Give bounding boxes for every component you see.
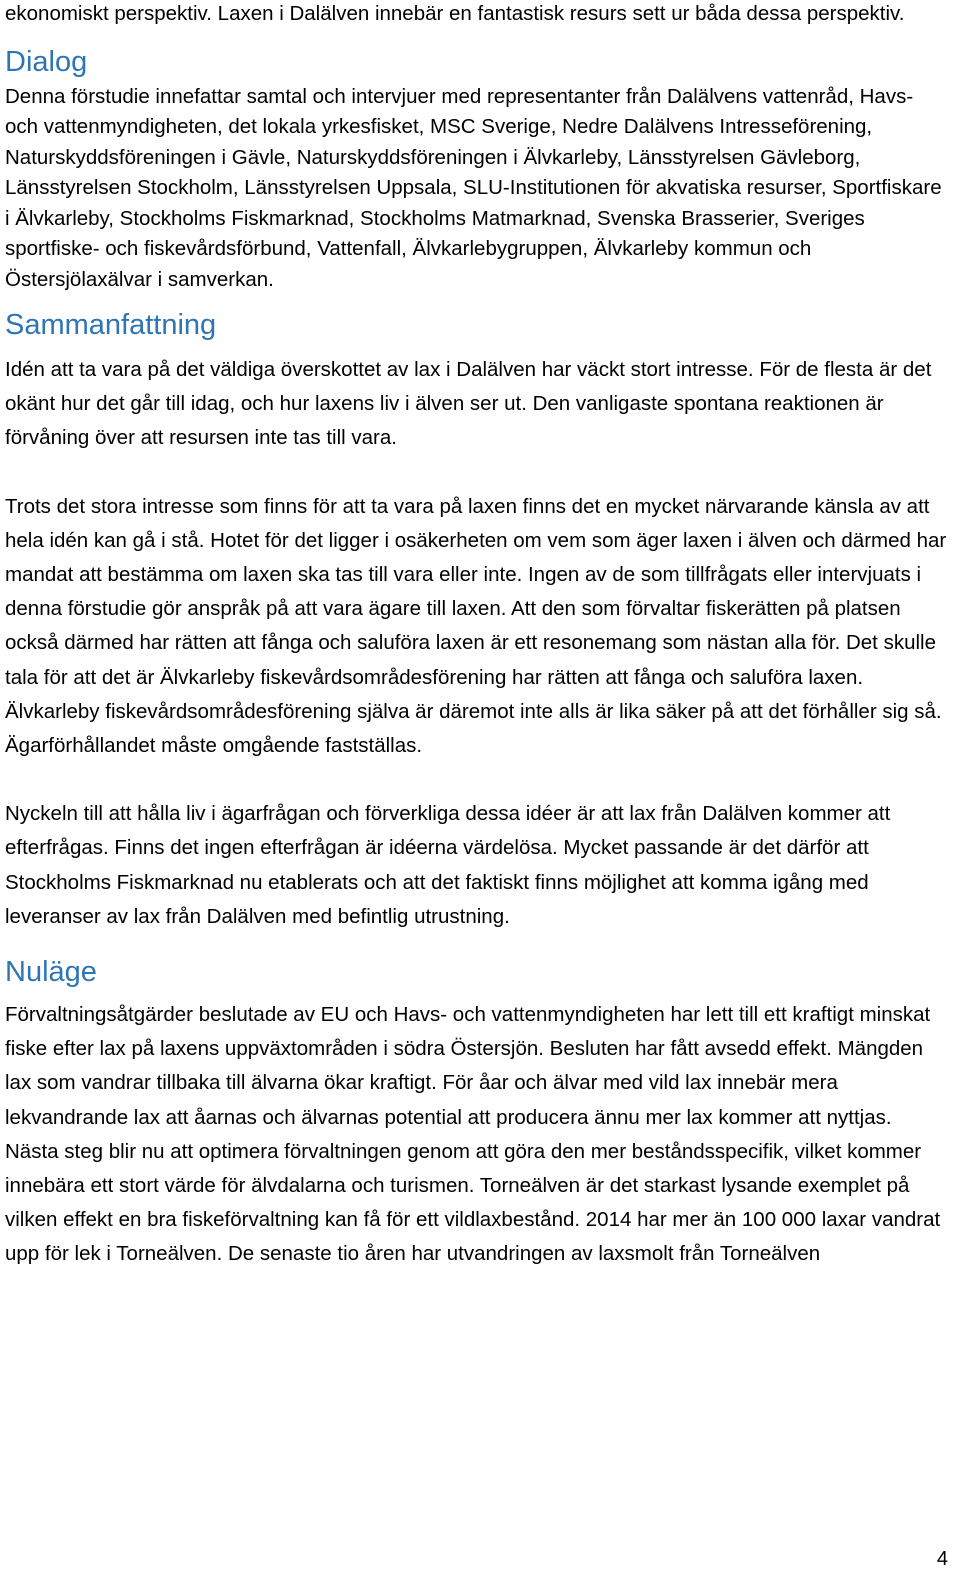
- intro-paragraph: ekonomiskt perspektiv. Laxen i Dalälven innebär en fantastisk resurs sett ur båda dessa perspektiv.: [5, 2, 905, 25]
- heading-sammanfattning: Sammanfattning: [5, 309, 217, 341]
- document-page: [5, 0, 950, 1272]
- summary-paragraph-2: Trots det stora intresse som finns för att ta vara på laxen finns det en mycket närvarande känsla av att hela idén kan gå i stå. Hotet för det ligger i osäkerheten om vem som äger laxen i älven och därmed har mandat att bestämma om laxen ska tas till vara eller inte. Ingen av de som tillfrågats eller intervjuats i denna förstudie gör anspråk på att vara ägare till laxen. Att den som förvaltar fiskerätten på platsen också därmed har rätten att fånga och saluföra laxen är ett resonemang som nästan alla för. Det skulle tala för att det är Älvkarleby fiskevårdsområdesförening har rätten att fånga och saluföra laxen. Älvkarleby fiskevårdsområdesförening själva är däremot inte alls är lika säker på att det förhåller sig så. Ägarförhållandet måste omgående fastställas.: [5, 494, 947, 758]
- nulage-paragraph: Förvaltningsåtgärder beslutade av EU och Havs- och vattenmyndigheten har lett till ett kraftigt minskat fiske efter lax på laxens uppväxtområden i södra Östersjön. Besluten har fått avsedd effekt. Mängden lax som vandrar tillbaka till älvarna ökar kraftigt. För åar och älvar med vild lax innebär mera lekvandrande lax att åarnas och älvarnas potential att producera ännu mer lax kommer att nyttjas. Nästa steg blir nu att optimera förvaltningen genom att göra den mer beståndsspecifik, vilket kommer innebära ett stort värde för älvdalarna och turismen. Torneälven är det starkast lysande exemplet på vilken effekt en bra fiskeförvaltning kan få för ett vildlaxbestånd. 2014 har mer än 100 000 laxar vandrat upp för lek i Torneälven. De senaste tio åren har utvandringen av laxsmolt från Torneälven: [5, 1003, 941, 1266]
- heading-nulage: Nuläge: [5, 956, 97, 989]
- summary-paragraph-3: Nyckeln till att hålla liv i ägarfrågan och förverkliga dessa idéer är att lax från Dalälven kommer att efterfrågas. Finns det ingen efterfrågan är idéerna värdelösa. Mycket passande är det därför att Stockholms Fiskmarknad nu etablerats och att det faktiskt finns möjlighet att komma igång med leveranser av lax från Dalälven med befintlig utrustning.: [5, 802, 891, 928]
- page-number: 4: [936, 1548, 948, 1570]
- heading-dialog: Dialog: [5, 45, 88, 78]
- dialog-paragraph: Denna förstudie innefattar samtal och intervjuer med representanter från Dalälvens vattenråd, Havs- och vattenmyndigheten, det lokala yrkesfisket, MSC Sverige, Nedre Dalälvens Intresseförening, Naturskyddsföreningen i Gävle, Naturskyddsföreningen i Älvkarleby, Länsstyrelsen Gävleborg, Länsstyrelsen Stockholm, Länsstyrelsen Uppsala, SLU-Institutionen för akvatiska resurser, Sportfiskare i Älvkarleby, Stockholms Fiskmarknad, Stockholms Matmarknad, Svenska Brasserier, Sveriges sportfiske- och fiskevårdsförbund, Vattenfall, Älvkarlebygruppen, Älvkarleby kommun och Östersjölaxälvar i samverkan.: [5, 84, 942, 291]
- summary-paragraph-1: Idén att ta vara på det väldiga överskottet av lax i Dalälven har väckt stort intresse. För de flesta är det okänt hur det går till idag, och hur laxens liv i älven ser ut. Den vanligaste spontana reaktionen är förvåning över att resursen inte tas till vara.: [5, 358, 932, 450]
